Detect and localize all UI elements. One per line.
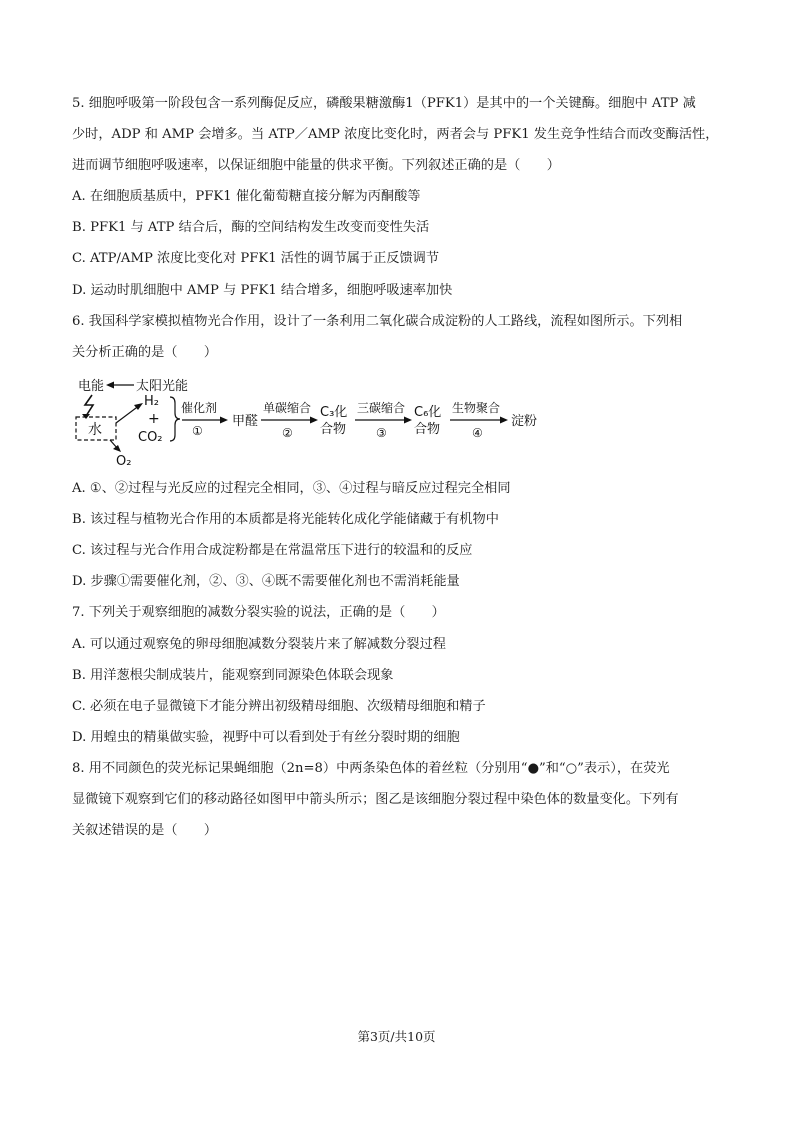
q8-stem-line-2: 显微镜下观察到它们的移动路径如图甲中箭头所示；图乙是该细胞分裂过程中染色体的数量变化。下列有 <box>72 792 679 807</box>
flow-step-3: ③ <box>376 426 387 440</box>
flow-step-4: ④ <box>472 426 483 440</box>
flow-co2-label: CO₂ <box>138 430 163 445</box>
flow-step-2: ② <box>282 426 293 440</box>
q7-option-d: D. 用蝗虫的精巢做实验，视野中可以看到处于有丝分裂时期的细胞 <box>72 730 460 745</box>
starch-synthesis-flowchart <box>74 375 554 467</box>
flow-c3-label-b: 合物 <box>320 422 347 437</box>
q5-option-c: C. ATP/AMP 浓度比变化对 PFK1 活性的调节属于正反馈调节 <box>72 251 440 266</box>
q7-stem: 7. 下列关于观察细胞的减数分裂实验的说法，正确的是（ ） <box>72 605 445 620</box>
flow-c3-label-a: C₃化 <box>320 405 348 420</box>
flow-h2-label: H₂ <box>144 394 159 409</box>
q6-option-c: C. 该过程与光合作用合成淀粉都是在常温常压下进行的较温和的反应 <box>72 543 473 558</box>
q7-option-b: B. 用洋葱根尖制成装片，能观察到同源染色体联会现象 <box>72 668 394 683</box>
q5-stem-line-2: 少时，ADP 和 AMP 会增多。当 ATP／AMP 浓度比变化时，两者会与 PFK1 发生竞争性结合而改变酶活性， <box>72 127 719 142</box>
flow-water-label: 水 <box>88 422 102 438</box>
q6-stem-line-1: 6. 我国科学家模拟植物光合作用，设计了一条利用二氧化碳合成淀粉的人工路线，流程如图所示。下列相 <box>72 314 683 329</box>
flow-starch-label: 淀粉 <box>511 414 538 429</box>
q6-option-d: D. 步骤①需要催化剂，②、③、④既不需要催化剂也不需消耗能量 <box>72 574 460 589</box>
flow-o2-label: O₂ <box>116 454 132 467</box>
flow-arrowhead-water-to-o2 <box>113 445 121 452</box>
q6-stem-line-2: 关分析正确的是（ ） <box>72 345 218 360</box>
flow-arrowhead-step-1 <box>220 417 228 424</box>
q6-option-a: A. ①、②过程与光反应的过程完全相同，③、④过程与暗反应过程完全相同 <box>72 481 511 496</box>
flow-single-carbon-label: 单碳缩合 <box>263 401 312 415</box>
flow-plus-label: + <box>148 411 160 427</box>
q7-option-a: A. 可以通过观察兔的卵母细胞减数分裂装片来了解减数分裂过程 <box>72 637 446 652</box>
q7-option-c: C. 必须在电子显微镜下才能分辨出初级精母细胞、次级精母细胞和精子 <box>72 699 486 714</box>
page-number: 第3页/共10页 <box>357 1029 436 1044</box>
flow-arrowhead-step-3 <box>404 417 412 424</box>
q5-option-b: B. PFK1 与 ATP 结合后，酶的空间结构发生改变而变性失活 <box>72 220 430 235</box>
flow-solar-label: 太阳光能 <box>136 379 189 394</box>
q8-stem-line-1: 8. 用不同颜色的荧光标记果蝇细胞（2n=8）中两条染色体的着丝粒（分别用“●”和“○”表示），在荧光 <box>72 761 670 776</box>
flow-arrowhead-solar-to-electric <box>106 382 114 389</box>
flow-electric-label: 电能 <box>78 379 105 394</box>
flow-catalyst-label: 催化剂 <box>181 401 218 415</box>
flow-c6-label-b: 合物 <box>414 422 441 437</box>
flow-three-carbon-label: 三碳缩合 <box>357 401 406 415</box>
flow-arrowhead-step-2 <box>310 417 318 424</box>
flow-brace <box>170 397 180 441</box>
q6-option-b: B. 该过程与植物光合作用的本质都是将光能转化成化学能储藏于有机物中 <box>72 512 499 527</box>
q5-option-d: D. 运动时肌细胞中 AMP 与 PFK1 结合增多，细胞呼吸速率加快 <box>72 283 453 298</box>
q5-option-a: A. 在细胞质基质中，PFK1 催化葡萄糖直接分解为丙酮酸等 <box>72 189 421 204</box>
lightning-icon <box>85 395 93 416</box>
flow-arrowhead-step-4 <box>500 417 508 424</box>
flow-c6-label-a: C₆化 <box>414 405 442 420</box>
q5-stem-line-3: 进而调节细胞呼吸速率，以保证细胞中能量的供求平衡。下列叙述正确的是（ ） <box>72 158 560 173</box>
flow-step-1: ① <box>192 424 203 438</box>
flow-bio-poly-label: 生物聚合 <box>452 401 501 415</box>
flow-methanol-label: 甲醛 <box>232 414 259 429</box>
q8-stem-line-3: 关叙述错误的是（ ） <box>72 823 218 838</box>
q5-stem-line-1: 5. 细胞呼吸第一阶段包含一系列酶促反应，磷酸果糖激酶1（PFK1）是其中的一个关键酶。细胞中 ATP 减 <box>72 96 696 111</box>
